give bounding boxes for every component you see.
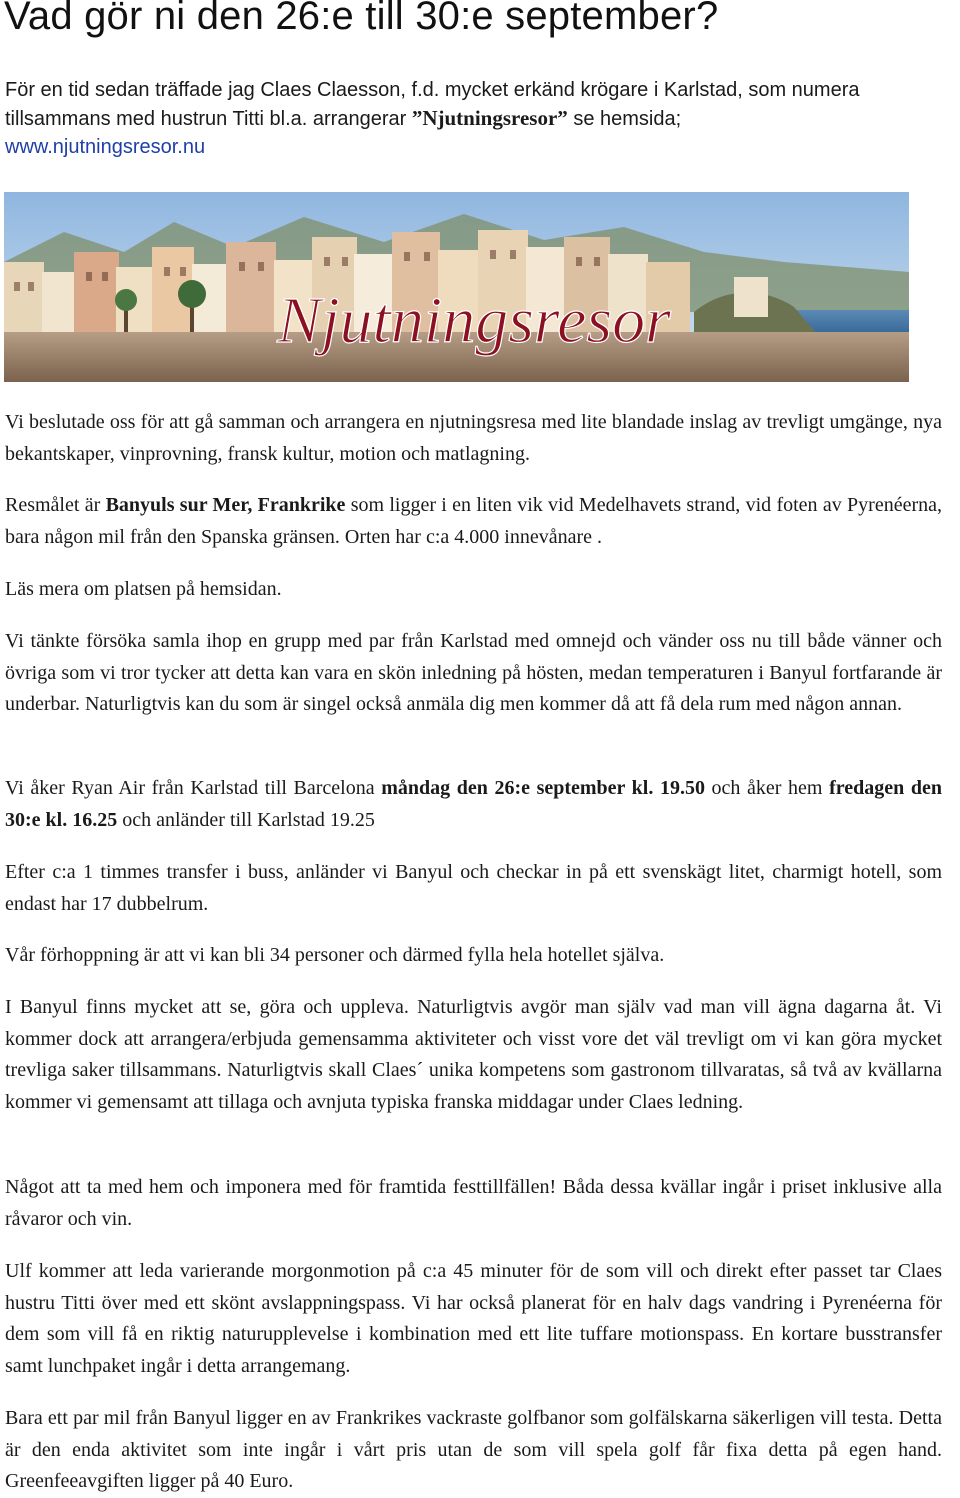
p5-text-a: Vi åker Ryan Air från Karlstad till Barcelona [5, 777, 382, 799]
p2-text-c: som ligger i en liten vik vid Medelhavets strand, vid foten av Pyrenéerna, bara någon mil från den Spanska gränsen. Orten har c:a 4.000 innevånare . [5, 494, 942, 548]
departure-time: måndag den 26:e september kl. 19.50 [381, 777, 705, 799]
website-link[interactable]: www.njutningsresor.nu [5, 136, 206, 158]
paragraph-9: Något att ta med hem och imponera med för framtida festtillfällen! Båda dessa kvällar ingår i priset inklusive alla råvaror och vin. [5, 1176, 942, 1230]
paragraph-10: Ulf kommer att leda varierande morgonmotion på c:a 45 minuter för de som vill och direkt efter passet tar Claes hustru Titti över med ett skönt avslappningspass. Vi har också planerat för en halv dags vandring i Pyrenéerna för dem som vill få en riktig naturupplevelse i kombination med ett lite tuffare motionspass. En kortare busstransfer samt lunchpaket ingår i detta arrangemang. [5, 1260, 942, 1377]
intro-paragraph [5, 76, 950, 161]
banner-image [4, 192, 909, 382]
paragraph-6: Efter c:a 1 timmes transfer i buss, anländer vi Banyul och checkar in på ett svenskägt litet, charmigt hotell, som endast har 17 dubbelrum. [5, 861, 942, 915]
page-title: Vad gör ni den 26:e till 30:e september? [4, 0, 719, 38]
intro-text-1: För en tid sedan träffade jag Claes Claesson, f.d. mycket erkänd krögare i Karlstad, som numera tillsammans med hustrun Titti bl.a. arrangerar [5, 79, 860, 130]
banner-illustration [4, 192, 909, 382]
paragraph-11: Bara ett par mil från Banyul ligger en av Frankrikes vackraste golfbanor som golfälskarna säkerligen vill testa. Detta är den enda aktivitet som inte ingår i vårt pris utan de som vill spela golf får fixa detta på egen hand. Greenfeeavgiften ligger på 40 Euro. [5, 1407, 942, 1492]
paragraph-8: I Banyul finns mycket att se, göra och uppleva. Naturligtvis avgör man själv vad man vill ägna dagarna åt. Vi kommer dock att arrangera/erbjuda gemensamma aktiviteter och visst vore det väl trevligt om vi kan göra mycket trevliga saker tillsammans. Naturligtvis skall Claes´ unika kompetens som gastronom tillvaratas, så två av kvällarna kommer vi gemensamt att tillaga och avnjuta typiska franska middagar under Claes ledning. [5, 996, 942, 1113]
paragraph-7: Vår förhoppning är att vi kan bli 34 personer och därmed fylla hela hotellet själva. [5, 944, 665, 966]
return-time: fredagen den 30:e kl. 16.25 [5, 777, 942, 831]
p2-text-a: Resmålet är [5, 494, 106, 516]
paragraph-2 [5, 490, 942, 553]
p5-text-e: och anländer till Karlstad 19.25 [117, 808, 375, 831]
paragraph-5 [5, 773, 942, 836]
p5-text-c: och åker hem [704, 777, 830, 799]
destination-name: Banyuls sur Mer, Frankrike [105, 494, 346, 516]
logo-text: Njutningsresor [277, 284, 671, 357]
paragraph-4: Vi tänkte försöka samla ihop en grupp med par från Karlstad med omnejd och vänder oss nu till både vänner och övriga som vi tror tycker att detta kan vara en skön inledning på hösten, medan temperaturen i Banyul fortfarande är underbar. Naturligtvis kan du som är singel också anmäla dig men kommer då att få dela rum med någon annan. [5, 630, 942, 715]
paragraph-1: Vi beslutade oss för att gå samman och arrangera en njutningsresa med lite blandade inslag av trevligt umgänge, nya bekantskaper, vinprovning, fransk kultur, motion och matlagning. [5, 411, 942, 465]
intro-text-2: se hemsida; [567, 108, 682, 130]
paragraph-3: Läs mera om platsen på hemsidan. [5, 578, 282, 600]
brand-name: ”Njutningsresor” [411, 106, 568, 130]
